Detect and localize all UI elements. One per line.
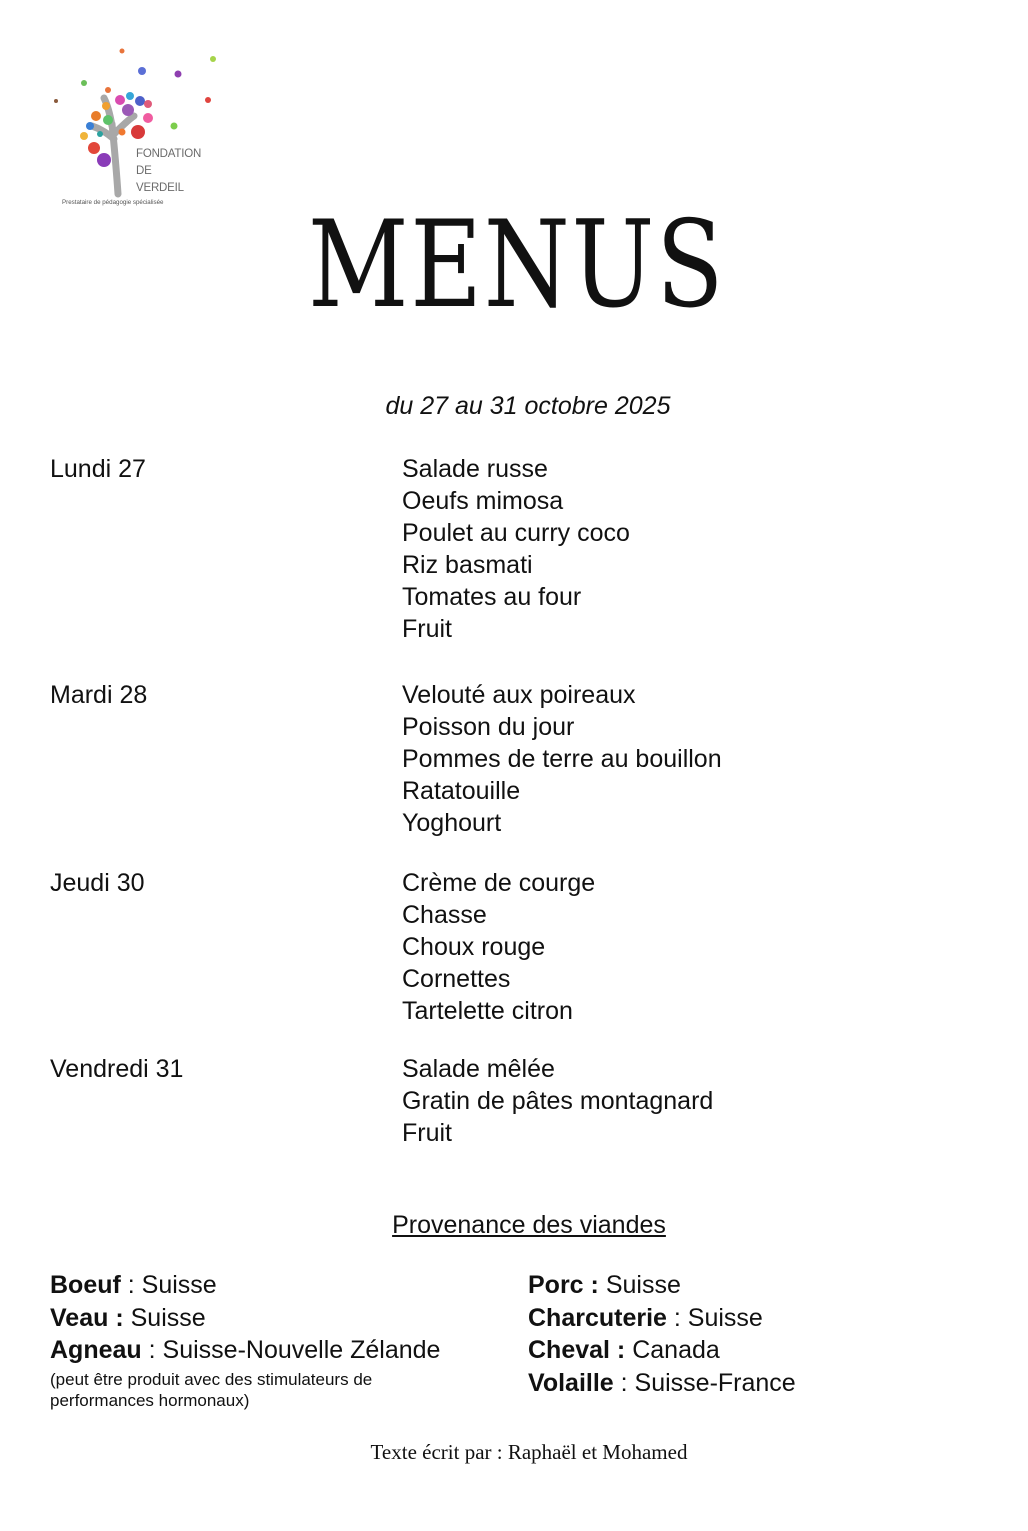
date-range: du 27 au 31 octobre 2025 bbox=[385, 392, 671, 420]
separator bbox=[599, 1271, 606, 1299]
dish-item: Choux rouge bbox=[402, 933, 546, 961]
meat-origin-row bbox=[528, 1367, 796, 1400]
separator: : bbox=[141, 1336, 163, 1364]
dish-item: Oeufs mimosa bbox=[402, 487, 564, 515]
dish-item: Poisson du jour bbox=[402, 713, 575, 741]
meat-origin-row bbox=[528, 1269, 796, 1302]
note-line: performances hormonaux) bbox=[50, 1390, 250, 1410]
meat-origin-list-right bbox=[528, 1269, 796, 1399]
author-credit: Texte écrit par : Raphaël et Mohamed bbox=[370, 1440, 688, 1464]
logo-line: VERDEIL bbox=[136, 182, 184, 194]
meat-origin: Suisse bbox=[605, 1271, 681, 1299]
meat-name: Cheval : bbox=[528, 1336, 626, 1364]
meat-origin-row bbox=[50, 1269, 440, 1302]
dish-item: Velouté aux poireaux bbox=[402, 681, 636, 709]
dish-item: Gratin de pâtes montagnard bbox=[402, 1087, 714, 1115]
day-label-friday: Vendredi 31 bbox=[50, 1055, 184, 1083]
meat-name: Volaille bbox=[528, 1368, 614, 1397]
dish-item: Pommes de terre au bouillon bbox=[402, 745, 722, 773]
separator: : bbox=[120, 1271, 142, 1299]
note-line: (peut être produit avec des stimulateurs de bbox=[50, 1369, 373, 1389]
logo-wordmark bbox=[136, 146, 201, 197]
meat-origin-row bbox=[528, 1334, 796, 1367]
separator: : bbox=[613, 1368, 635, 1397]
separator: : bbox=[666, 1303, 688, 1332]
hormone-note bbox=[50, 1369, 440, 1411]
logo-line: FONDATION bbox=[136, 148, 202, 160]
logo-tagline: Prestataire de pédagogie spécialisée bbox=[62, 199, 164, 206]
dish-list-friday bbox=[402, 1053, 713, 1149]
dish-item: Salade mêlée bbox=[402, 1055, 555, 1083]
meat-origin-row bbox=[50, 1302, 440, 1335]
dish-item: Cornettes bbox=[402, 965, 511, 993]
dish-item: Riz basmati bbox=[402, 551, 533, 579]
day-label-thursday: Jeudi 30 bbox=[50, 869, 145, 897]
day-label-tuesday: Mardi 28 bbox=[50, 681, 148, 709]
meat-origin: Suisse bbox=[687, 1303, 763, 1332]
separator bbox=[124, 1304, 131, 1332]
meat-origin: Suisse-France bbox=[634, 1368, 796, 1397]
dish-item: Crème de courge bbox=[402, 869, 596, 897]
fondation-de-verdeil-logo bbox=[48, 44, 220, 216]
meat-origin: Canada bbox=[632, 1336, 720, 1364]
meat-origin: Suisse bbox=[130, 1303, 206, 1332]
dish-item: Chasse bbox=[402, 901, 487, 929]
dish-list-monday bbox=[402, 453, 630, 645]
dish-item: Poulet au curry coco bbox=[402, 519, 630, 547]
page-title: MENUS bbox=[307, 196, 726, 335]
meat-name: Boeuf bbox=[50, 1271, 121, 1299]
dish-item: Yoghourt bbox=[402, 809, 502, 837]
dish-item: Salade russe bbox=[402, 455, 548, 483]
dish-list-thursday bbox=[402, 867, 595, 1027]
meat-name: Agneau bbox=[50, 1336, 142, 1364]
logo-line: DE bbox=[136, 165, 152, 177]
meat-origin-list-left bbox=[50, 1269, 440, 1411]
dish-item: Fruit bbox=[402, 615, 452, 643]
meat-provenance-heading: Provenance des viandes bbox=[392, 1211, 666, 1239]
dish-item: Fruit bbox=[402, 1119, 452, 1147]
meat-origin-row bbox=[528, 1302, 796, 1335]
dish-item: Tomates au four bbox=[402, 583, 582, 611]
meat-name: Porc : bbox=[528, 1271, 599, 1299]
day-label-monday: Lundi 27 bbox=[50, 455, 146, 483]
meat-origin: Suisse bbox=[141, 1271, 217, 1299]
meat-origin: Suisse-Nouvelle Zélande bbox=[162, 1336, 441, 1364]
dish-item: Ratatouille bbox=[402, 777, 521, 805]
meat-origin-row bbox=[50, 1334, 440, 1367]
dish-list-tuesday bbox=[402, 679, 722, 839]
meat-name: Veau : bbox=[50, 1303, 124, 1332]
meat-name: Charcuterie bbox=[528, 1303, 667, 1332]
dish-item: Tartelette citron bbox=[402, 997, 573, 1025]
